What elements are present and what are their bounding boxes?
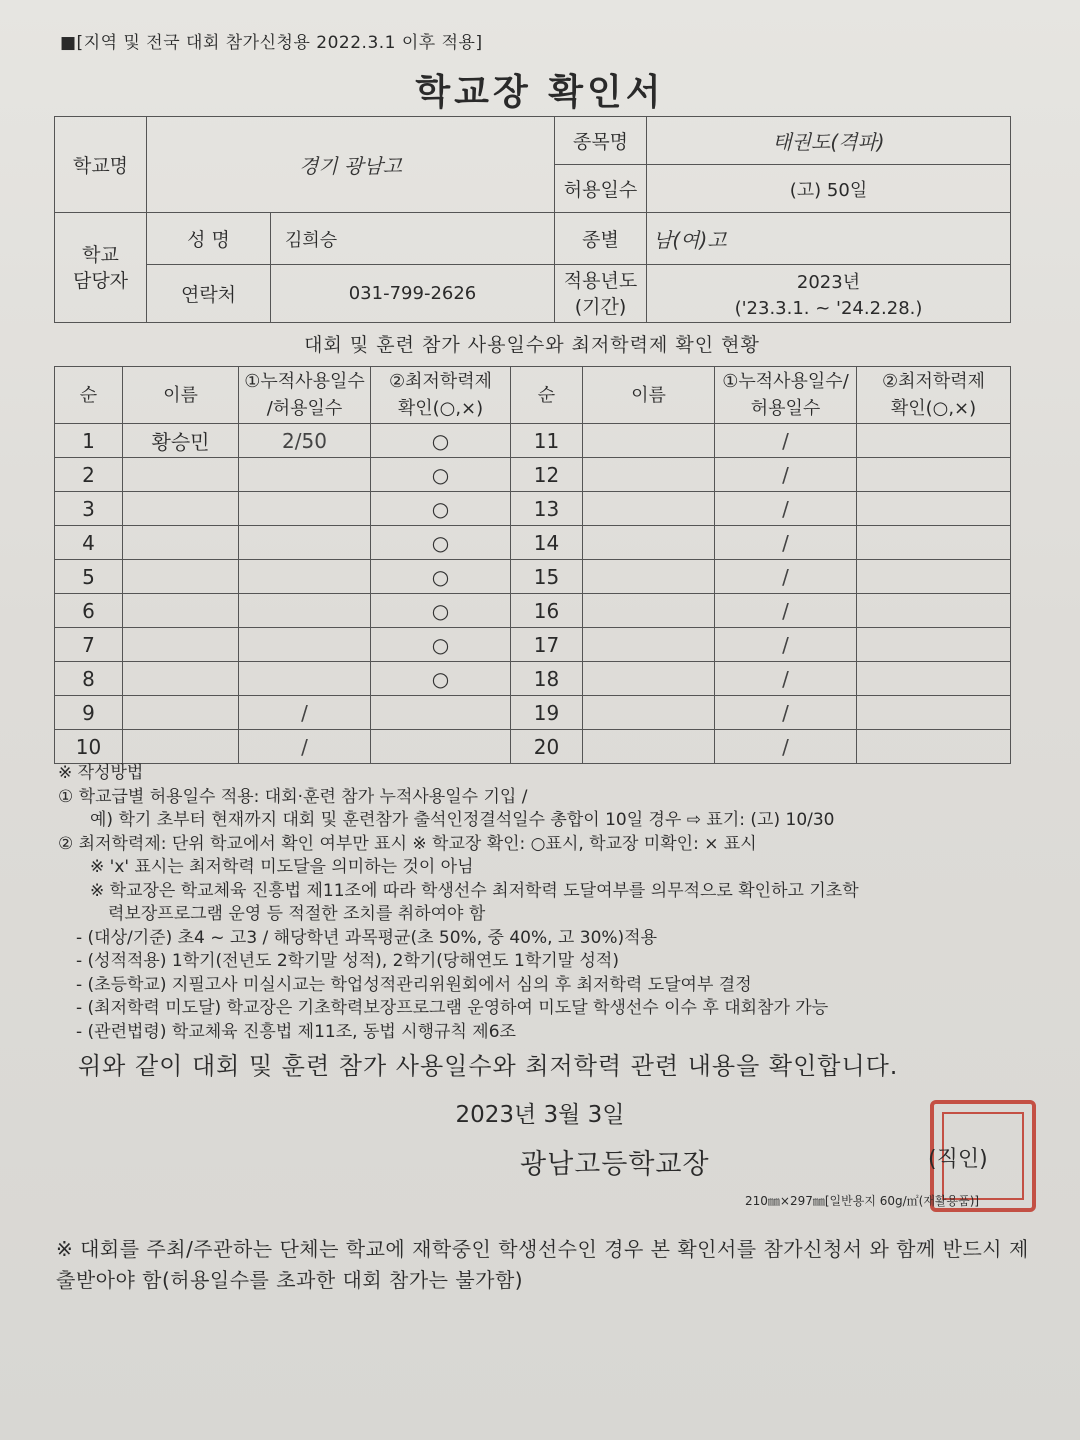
manager-name-value: 김희승 [271,213,555,265]
sport-value: 태권도(격파) [647,117,1011,165]
header-no: 순 [55,367,123,424]
header-name: 이름 [123,367,239,424]
row-check-right [857,424,1011,458]
row-check: ○ [371,594,511,628]
year-cell [647,265,1011,323]
row-days: / [239,730,371,764]
table-row [55,492,1011,526]
row-number-right: 20 [511,730,583,764]
row-number: 1 [55,424,123,458]
header-check-right: ②최저학력제 확인(○,×) [857,367,1011,424]
allowed-days-value: (고) 50일 [647,165,1011,213]
school-name-value: 경기 광남고 [147,117,555,213]
row-name: 황승민 [123,424,239,458]
row-name [123,526,239,560]
row-check-right [857,594,1011,628]
row-number-right: 13 [511,492,583,526]
row-days [239,560,371,594]
row-days: 2/50 [239,424,371,458]
header-days: ①누적사용일수 /허용일수 [239,367,371,424]
header-no-right: 순 [511,367,583,424]
row-days-right: / [715,424,857,458]
school-name-label: 학교명 [55,117,147,213]
contact-label: 연락처 [147,265,271,323]
row-number-right: 17 [511,628,583,662]
contact-value: 031-799-2626 [271,265,555,323]
row-days [239,458,371,492]
header-days-right: ①누적사용일수/ 허용일수 [715,367,857,424]
row-name-right [583,594,715,628]
row-name [123,492,239,526]
header-name-right: 이름 [583,367,715,424]
gender-label: 종별 [555,213,647,265]
table-row [55,696,1011,730]
row-name [123,730,239,764]
section-title: 대회 및 훈련 참가 사용일수와 최저학력제 확인 현황 [304,334,760,356]
row-name [123,662,239,696]
instruction-line: 력보장프로그램 운영 등 적절한 조치를 취하여야 함 [108,904,486,924]
manager-name-label: 성 명 [147,213,271,265]
table-row [55,594,1011,628]
instructions [58,762,1038,1044]
instruction-line: ② 최저학력제: 단위 학교에서 확인 여부만 표시 ※ 학교장 확인: ○표시, 학교장 미확인: × 표시 [58,833,757,854]
gender-value: 남(여)고 [647,213,1011,265]
instruction-line: - (최저학력 미도달) 학교장은 기초학력보장프로그램 운영하여 미도달 학생선수 이수 후 대회참가 가능 [76,998,829,1018]
issue-date: 2023년 3월 3일 [455,1102,625,1128]
row-days-right: / [715,594,857,628]
row-name-right [583,458,715,492]
table-row [55,730,1011,764]
header-check: ②최저학력제 확인(○,×) [371,367,511,424]
instruction-line: - (초등학교) 지필고사 미실시교는 학업성적관리위원회에서 심의 후 최저학력 도달여부 결정 [76,974,752,995]
seal-mark: (직인) [928,1147,988,1172]
row-check-right [857,560,1011,594]
row-number: 7 [55,628,123,662]
row-check-right [857,662,1011,696]
row-number: 8 [55,662,123,696]
row-number: 4 [55,526,123,560]
row-name-right [583,662,715,696]
row-number-right: 11 [511,424,583,458]
row-days [239,492,371,526]
instructions-heading: ※ 작성방법 [58,763,144,783]
row-days-right: / [715,560,857,594]
row-number: 6 [55,594,123,628]
row-check-right [857,628,1011,662]
row-check [371,730,511,764]
table-row [55,424,1011,458]
instruction-line: - (성적적용) 1학기(전년도 2학기말 성적), 2학기(당해연도 1학기말 성적) [76,951,619,971]
row-days-right: / [715,526,857,560]
row-days-right: / [715,628,857,662]
row-check: ○ [371,458,511,492]
paper-spec: 210㎜×297㎜[일반용지 60g/㎡(재활용품)] [745,1194,980,1208]
row-number: 10 [55,730,123,764]
row-days-right: / [715,730,857,764]
table-row [55,662,1011,696]
period-value: ('23.3.1. ~ '24.2.28.) [734,298,923,319]
instruction-line: ※ 학교장은 학교체육 진흥법 제11조에 따라 학생선수 최저학력 도달여부를 의무적으로 확인하고 기초학 [90,880,859,901]
instruction-line: ※ 'x' 표시는 최저학력 미도달을 의미하는 것이 아님 [90,857,474,877]
manager-label: 학교 담당자 [55,213,147,323]
row-check-right [857,492,1011,526]
table-row [55,458,1011,492]
sport-label: 종목명 [555,117,647,165]
instruction-line: ① 학교급별 허용일수 적용: 대회·훈련 참가 누적사용일수 기입 / [58,786,528,807]
row-check: ○ [371,662,511,696]
row-days-right: / [715,492,857,526]
row-name [123,628,239,662]
row-name-right [583,696,715,730]
row-name-right [583,526,715,560]
row-number-right: 14 [511,526,583,560]
school-info-table [54,116,1011,323]
row-check: ○ [371,560,511,594]
row-number-right: 15 [511,560,583,594]
row-days [239,628,371,662]
row-check-right [857,526,1011,560]
row-name-right [583,424,715,458]
row-number-right: 19 [511,696,583,730]
row-days-right: / [715,662,857,696]
row-name-right [583,628,715,662]
usage-table [54,366,1011,764]
row-check: ○ [371,424,511,458]
table-row [55,526,1011,560]
row-name [123,696,239,730]
form-category-tag: ■[지역 및 전국 대회 참가신청용 2022.3.1 이후 적용] [60,33,483,53]
row-days: / [239,696,371,730]
year-value: 2023년 [796,272,861,293]
principal-title: 광남고등학교장 [520,1149,710,1180]
row-days [239,662,371,696]
row-check: ○ [371,492,511,526]
row-number: 3 [55,492,123,526]
row-days [239,526,371,560]
row-number-right: 18 [511,662,583,696]
instruction-line: 예) 학기 초부터 현재까지 대회 및 훈련참가 출석인정결석일수 총합이 10일 경우 ⇨ 표기: (고) 10/30 [90,810,835,830]
instruction-line: - (대상/기준) 초4 ~ 고3 / 해당학년 과목평균(초 50%, 중 40%, 고 30%)적용 [76,927,658,948]
row-check: ○ [371,628,511,662]
document-title: 학교장 확인서 [415,72,665,113]
row-name-right [583,560,715,594]
row-check: ○ [371,526,511,560]
row-name [123,458,239,492]
row-check-right [857,458,1011,492]
row-number: 9 [55,696,123,730]
row-name [123,560,239,594]
confirmation-statement: 위와 같이 대회 및 훈련 참가 사용일수와 최저학력 관련 내용을 확인합니다. [78,1052,899,1080]
footer-notice: ※ 대회를 주최/주관하는 단체는 학교에 재학중인 학생선수인 경우 본 확인서를 참가신청서 와 함께 반드시 제출받아야 함(허용일수를 초과한 대회 참가는 불가함) [56,1237,1029,1292]
allowed-days-label: 허용일수 [555,165,647,213]
row-days-right: / [715,458,857,492]
year-label: 적용년도 (기간) [555,265,647,323]
row-name-right [583,730,715,764]
row-name [123,594,239,628]
row-number: 5 [55,560,123,594]
row-days [239,594,371,628]
table-header-row [55,367,1011,424]
row-number: 2 [55,458,123,492]
row-days-right: / [715,696,857,730]
row-name-right [583,492,715,526]
row-number-right: 16 [511,594,583,628]
table-row [55,628,1011,662]
row-check-right [857,696,1011,730]
instruction-line: - (관련법령) 학교체육 진흥법 제11조, 동법 시행규칙 제6조 [76,1021,516,1042]
row-number-right: 12 [511,458,583,492]
table-row [55,560,1011,594]
row-check-right [857,730,1011,764]
row-check [371,696,511,730]
